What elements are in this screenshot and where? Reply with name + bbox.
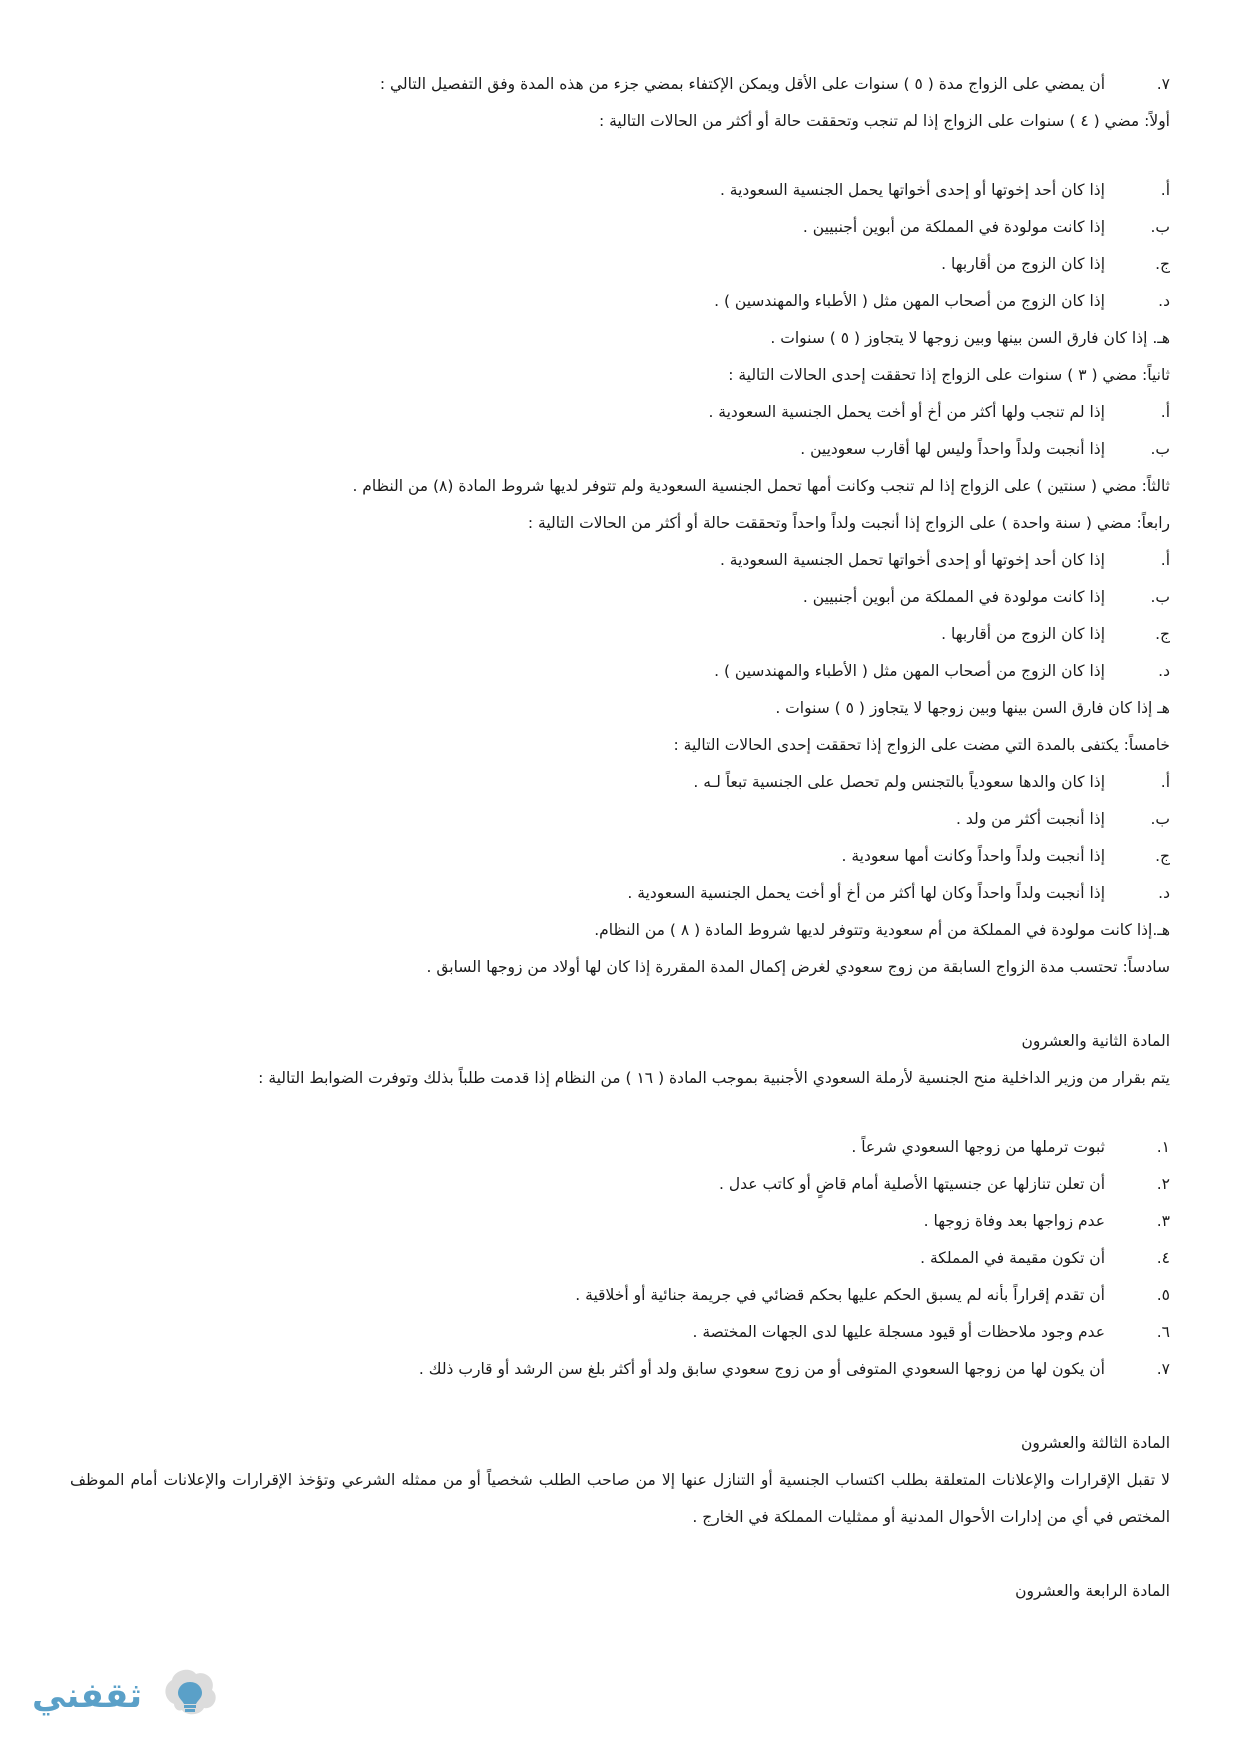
item-letter: أ.	[1160, 551, 1170, 569]
item-text: إذا لم تنجب ولها أكثر من أخ أو أخت يحمل الجنسية السعودية .	[708, 403, 1105, 421]
article-22-title: المادة الثانية والعشرون	[1021, 1032, 1170, 1050]
list-item: هـ إذا كان فارق السن بينها وبين زوجها لا يتجاوز ( ٥ ) سنوات .	[775, 699, 1170, 717]
item-letter: ب.	[1150, 440, 1170, 458]
item-text: إذا أنجبت ولداً واحداً وكانت أمها سعودية .	[841, 847, 1105, 865]
list-item	[70, 431, 1170, 468]
item-number: ٢.	[1156, 1175, 1170, 1193]
heading-sixth: سادساً: تحتسب مدة الزواج السابقة من زوج سعودي لغرض إكمال المدة المقررة إذا كان لها أولاد من زوجها السابق .	[426, 958, 1170, 976]
item-number: ٥.	[1156, 1286, 1170, 1304]
list-item	[70, 579, 1170, 616]
heading-fifth: خامساً: يكتفى بالمدة التي مضت على الزواج إذا تحققت إحدى الحالات التالية :	[673, 736, 1170, 754]
item-letter: أ.	[1160, 773, 1170, 791]
list-item	[70, 1314, 1170, 1351]
spacer	[70, 1097, 1170, 1129]
list-item: هـ.إذا كانت مولودة في المملكة من أم سعودية وتتوفر لديها شروط المادة ( ٨ ) من النظام.	[594, 921, 1170, 939]
item-text: إذا كان الزوج من أقاربها .	[941, 255, 1105, 273]
item-text: أن يمضي على الزواج مدة ( ٥ ) سنوات على الأقل ويمكن الإكتفاء بمضي جزء من هذه المدة وفق التفصيل التالي :	[379, 75, 1105, 93]
watermark-logo	[10, 1662, 220, 1740]
article-23-title: المادة الثالثة والعشرون	[1021, 1434, 1170, 1452]
item-7	[70, 66, 1170, 103]
item-text: عدم وجود ملاحظات أو قيود مسجلة عليها لدى الجهات المختصة .	[692, 1323, 1105, 1341]
list-item	[70, 1240, 1170, 1277]
list-item	[70, 1203, 1170, 1240]
spacer	[70, 986, 1170, 1023]
list-item	[70, 246, 1170, 283]
list-item	[70, 653, 1170, 690]
item-letter: ج.	[1155, 255, 1170, 273]
watermark-text: ثقفني	[32, 1676, 142, 1716]
heading-third: ثالثاً: مضي ( سنتين ) على الزواج إذا لم تنجب وكانت أمها تحمل الجنسية السعودية ولم تتوفر لديها شروط المادة (٨) من النظام .	[352, 477, 1170, 495]
spacer	[70, 1536, 1170, 1573]
item-letter: ب.	[1150, 218, 1170, 236]
item-text: إذا أنجبت ولداً واحداً وكان لها أكثر من أخ أو أخت يحمل الجنسية السعودية .	[627, 884, 1105, 902]
heading-second: ثانياً: مضي ( ٣ ) سنوات على الزواج إذا تحققت إحدى الحالات التالية :	[728, 366, 1170, 384]
spacer	[70, 1388, 1170, 1425]
list-item	[70, 1129, 1170, 1166]
item-text: ثبوت ترملها من زوجها السعودي شرعاً .	[851, 1138, 1105, 1156]
item-text: إذا كان والدها سعودياً بالتجنس ولم تحصل على الجنسية تبعاً لـه .	[693, 773, 1105, 791]
list-item	[70, 542, 1170, 579]
item-letter: ج.	[1155, 625, 1170, 643]
list-item	[70, 1351, 1170, 1388]
list-item	[70, 838, 1170, 875]
item-text: إذا أنجبت أكثر من ولد .	[956, 810, 1105, 828]
item-number: ٦.	[1156, 1323, 1170, 1341]
list-item	[70, 283, 1170, 320]
heading-first: أولاً: مضي ( ٤ ) سنوات على الزواج إذا لم تنجب وتحققت حالة أو أكثر من الحالات التالية :	[598, 112, 1170, 130]
item-text: إذا كانت مولودة في المملكة من أبوين أجنبيين .	[802, 588, 1105, 606]
item-text: أن يكون لها من زوجها السعودي المتوفى أو من زوج سعودي سابق ولد أو أكثر بلغ سن الرشد أو قارب ذلك .	[418, 1360, 1105, 1378]
item-text: إذا أنجبت ولداً واحداً وليس لها أقارب سعوديين .	[800, 440, 1105, 458]
item-letter: ب.	[1150, 810, 1170, 828]
item-text: إذا كان الزوج من أقاربها .	[941, 625, 1105, 643]
item-letter: د.	[1158, 662, 1170, 680]
item-letter: ب.	[1150, 588, 1170, 606]
list-item	[70, 172, 1170, 209]
list-item	[70, 764, 1170, 801]
item-text: عدم زواجها بعد وفاة زوجها .	[923, 1212, 1105, 1230]
item-number: ٤.	[1156, 1249, 1170, 1267]
document-page	[70, 66, 1170, 1610]
item-letter: د.	[1158, 884, 1170, 902]
list-item	[70, 616, 1170, 653]
item-number: ٧.	[1156, 75, 1170, 93]
article-22-intro: يتم بقرار من وزير الداخلية منح الجنسية لأرملة السعودي الأجنبية بموجب المادة ( ١٦ ) من النظام إذا قدمت طلباً بذلك وتوفرت الضوابط التالية :	[258, 1069, 1170, 1087]
item-text: إذا كانت مولودة في المملكة من أبوين أجنبيين .	[802, 218, 1105, 236]
list-item	[70, 394, 1170, 431]
item-letter: أ.	[1160, 403, 1170, 421]
list-item	[70, 1277, 1170, 1314]
item-text: أن تقدم إقراراً بأنه لم يسبق الحكم عليها بحكم قضائي في جريمة جنائية أو أخلاقية .	[575, 1286, 1105, 1304]
heading-fourth: رابعاً: مضي ( سنة واحدة ) على الزواج إذا أنجبت ولداً واحداً وتحققت حالة أو أكثر من الحالات التالية :	[527, 514, 1170, 532]
lightbulb-icon	[160, 1666, 220, 1736]
item-text: إذا كان الزوج من أصحاب المهن مثل ( الأطباء والمهندسين ) .	[714, 662, 1105, 680]
article-23-text: لا تقبل الإقرارات والإعلانات المتعلقة بطلب اكتساب الجنسية أو التنازل عنها إلا من صاحب الطلب شخصياً أو من ممثله الشرعي وتؤخذ الإقرارات والإعلانات أمام الموظف المختص في أي من إدارات الأحوال المدنية أو ممثليات المملكة في الخارج .	[70, 1471, 1170, 1526]
list-item	[70, 209, 1170, 246]
item-letter: ج.	[1155, 847, 1170, 865]
item-text: إذا كان الزوج من أصحاب المهن مثل ( الأطباء والمهندسين ) .	[714, 292, 1105, 310]
spacer	[70, 140, 1170, 172]
list-item: هـ. إذا كان فارق السن بينها وبين زوجها لا يتجاوز ( ٥ ) سنوات .	[770, 329, 1170, 347]
item-text: إذا كان أحد إخوتها أو إحدى أخواتها يحمل الجنسية السعودية .	[719, 181, 1105, 199]
list-item	[70, 801, 1170, 838]
list-item	[70, 875, 1170, 912]
item-text: أن تعلن تنازلها عن جنسيتها الأصلية أمام قاضٍ أو كاتب عدل .	[719, 1175, 1105, 1193]
item-number: ٧.	[1156, 1360, 1170, 1378]
item-text: إذا كان أحد إخوتها أو إحدى أخواتها تحمل الجنسية السعودية .	[719, 551, 1105, 569]
article-24-title: المادة الرابعة والعشرون	[1015, 1582, 1170, 1600]
item-letter: د.	[1158, 292, 1170, 310]
item-letter: أ.	[1160, 181, 1170, 199]
item-text: أن تكون مقيمة في المملكة .	[920, 1249, 1105, 1267]
item-number: ٣.	[1156, 1212, 1170, 1230]
list-item	[70, 1166, 1170, 1203]
item-number: ١.	[1156, 1138, 1170, 1156]
